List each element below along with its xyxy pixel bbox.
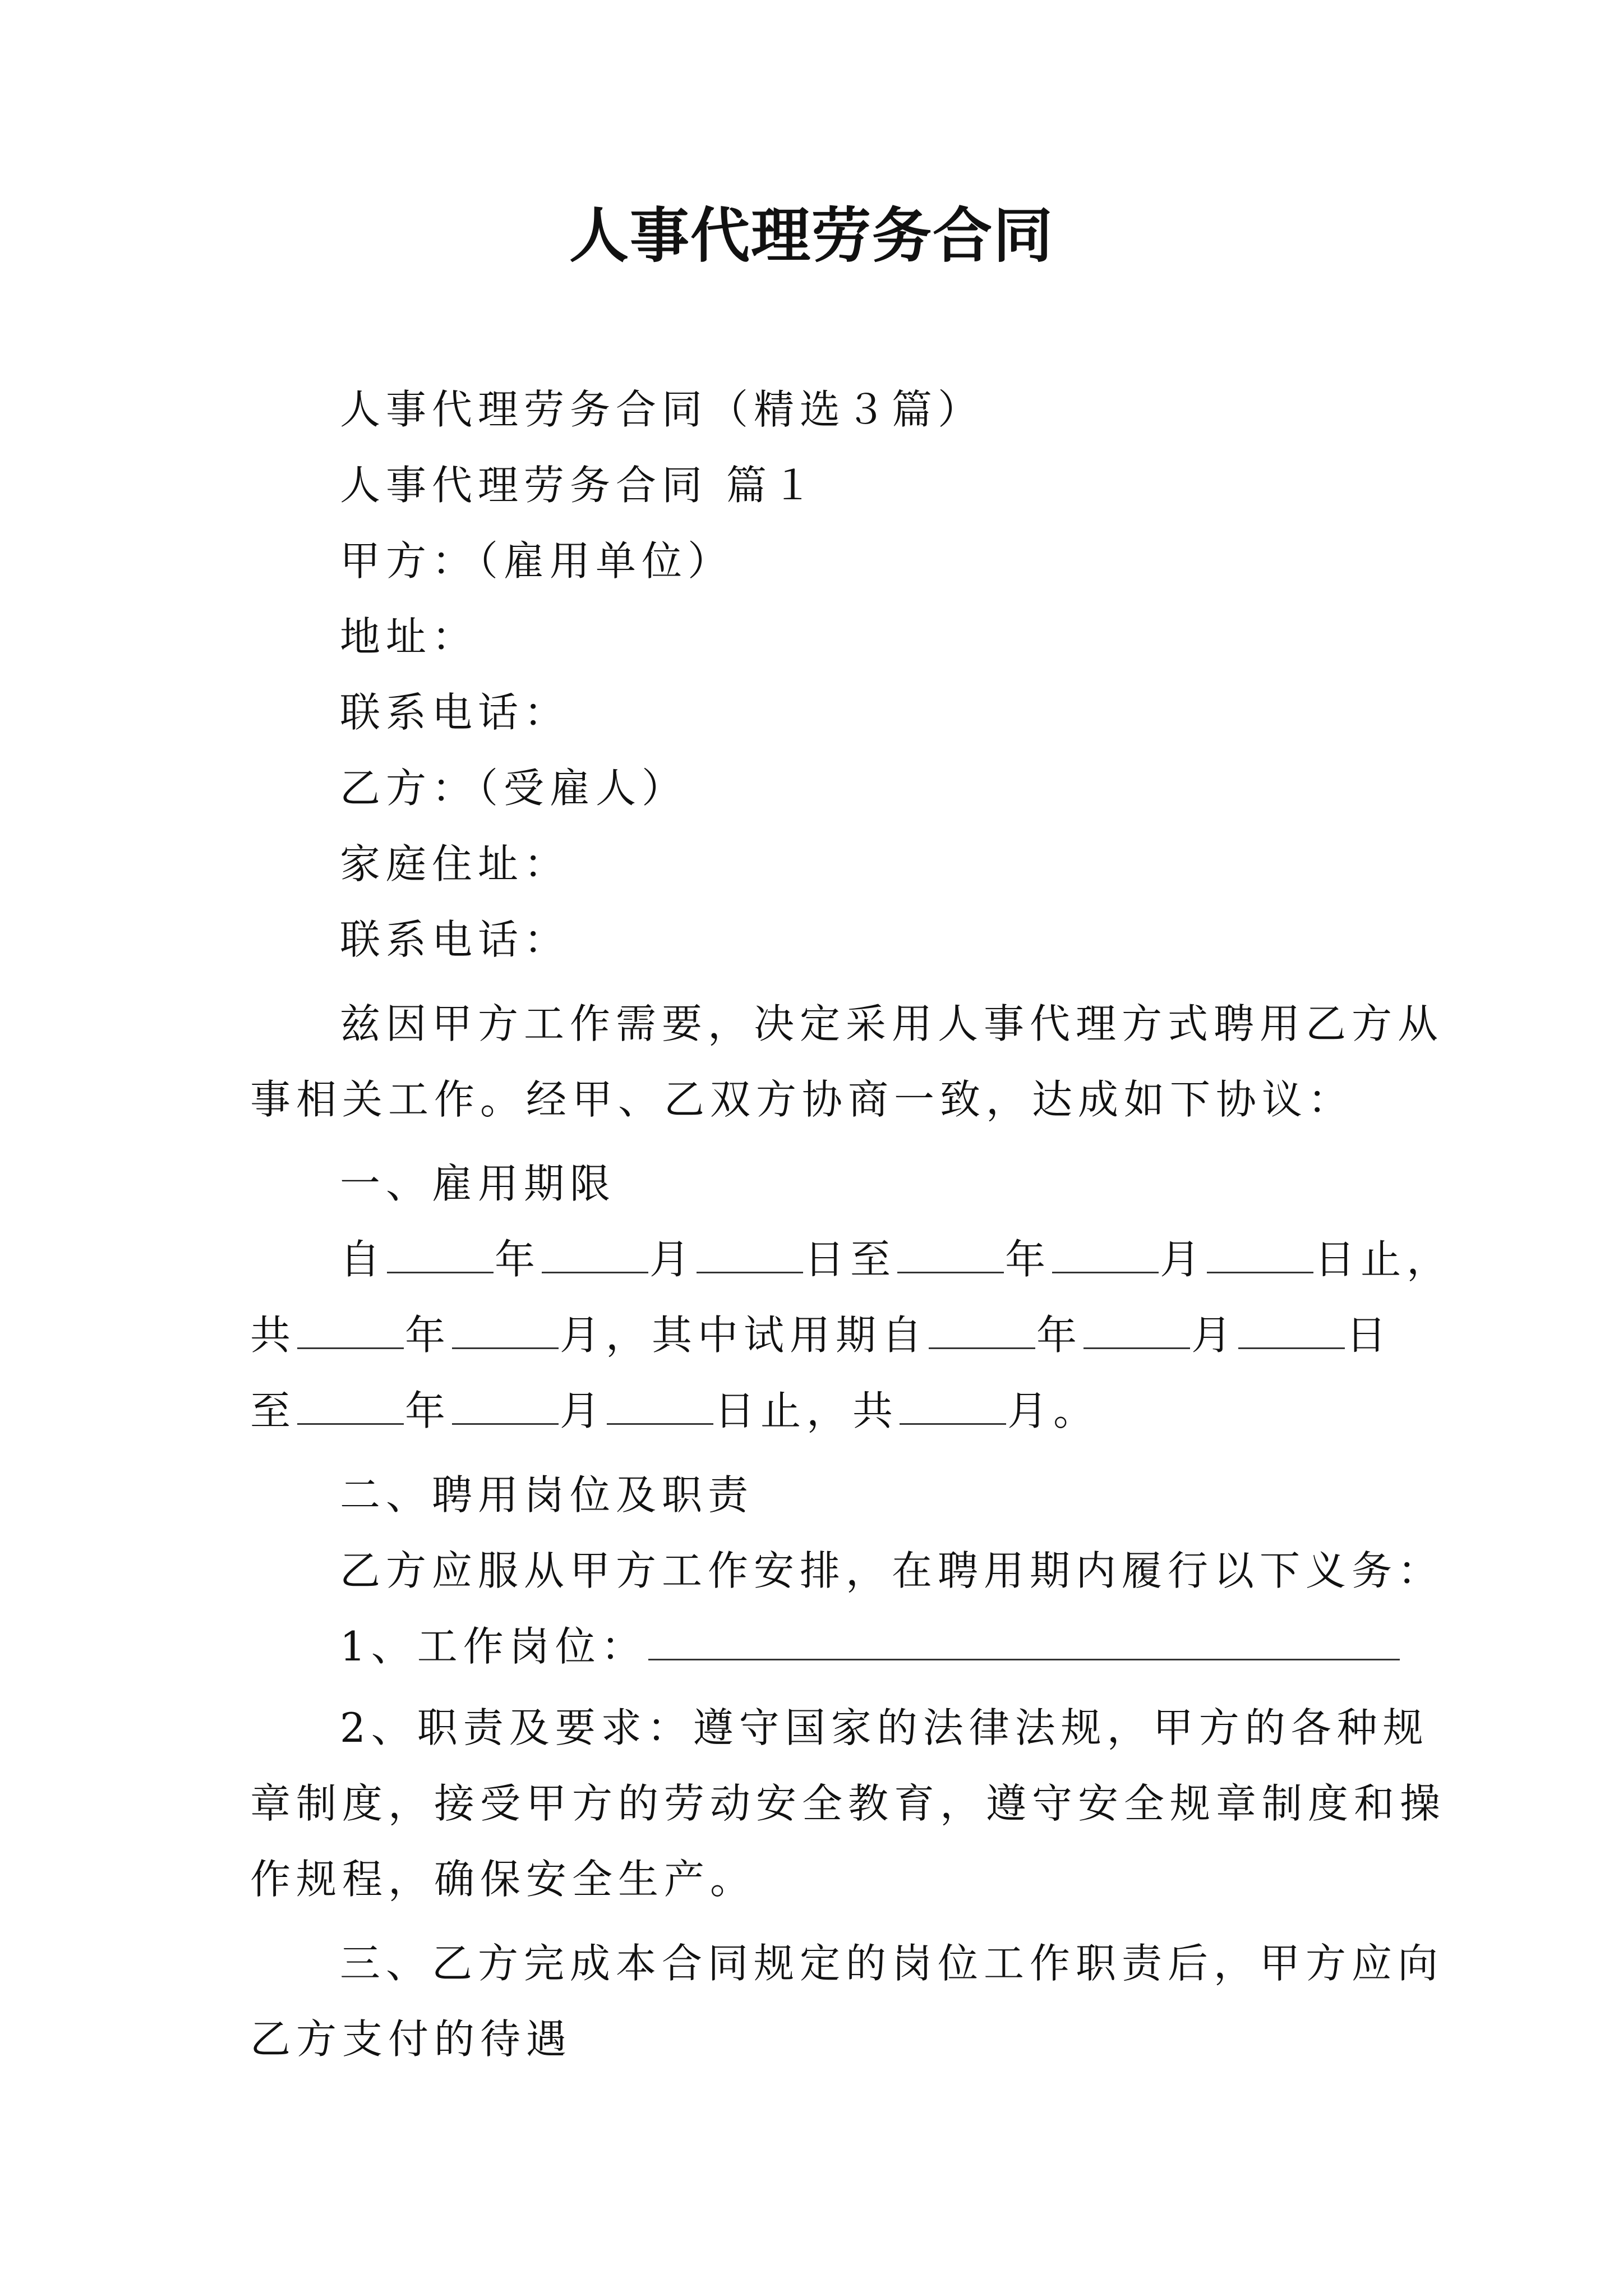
- term-text: 月: [649, 1236, 696, 1283]
- blank-field: [1207, 1232, 1313, 1273]
- blank-field: [607, 1384, 713, 1425]
- blank-field: [900, 1384, 1006, 1425]
- term-text: 至: [250, 1387, 297, 1434]
- blank-field: [929, 1308, 1035, 1349]
- section-2-title: 二、聘用岗位及职责: [340, 1471, 754, 1519]
- blank-field: [1052, 1232, 1159, 1273]
- term-text: 月: [1191, 1312, 1238, 1359]
- job-position-blank: [648, 1619, 1400, 1660]
- duty-1-label: 1、工作岗位：: [340, 1623, 647, 1670]
- section-3-line-2: 乙方支付的待遇: [250, 2016, 573, 2063]
- section-3-line-1: 三、乙方完成本合同规定的岗位工作职责后，甲方应向: [340, 1940, 1444, 1987]
- duty-1-line: [340, 1618, 1401, 1674]
- term-line-2: [250, 1307, 1392, 1363]
- term-text: 日: [1346, 1312, 1393, 1359]
- phone-b-line: 联系电话：: [340, 916, 570, 963]
- duty-2-line-1: 2、职责及要求：遵守国家的法律法规，甲方的各种规: [340, 1704, 1429, 1751]
- duty-2-line-3: 作规程，确保安全生产。: [250, 1856, 757, 1903]
- term-line-1: [340, 1231, 1453, 1287]
- term-text: 自: [340, 1236, 386, 1283]
- page-title: 人事代理劳务合同: [569, 200, 1054, 270]
- term-text: 年: [1036, 1312, 1083, 1359]
- blank-field: [542, 1232, 648, 1273]
- term-text: 日止，共: [714, 1387, 899, 1434]
- term-text: 年: [1005, 1236, 1052, 1283]
- term-text: 日至: [804, 1236, 897, 1283]
- term-text: 月: [560, 1387, 606, 1434]
- term-text: 日止，: [1315, 1236, 1453, 1283]
- section-1-title: 一、雇用期限: [340, 1160, 616, 1207]
- blank-field: [452, 1384, 559, 1425]
- blank-field: [897, 1232, 1004, 1273]
- subtitle: 人事代理劳务合同（精选３篇）: [340, 386, 984, 433]
- address-line: 地址：: [340, 613, 478, 660]
- intro-paragraph-line-2: 事相关工作。经甲、乙双方协商一致，达成如下协议：: [250, 1076, 1354, 1123]
- blank-field: [1238, 1308, 1345, 1349]
- party-b-line: 乙方：（受雇人）: [340, 765, 688, 812]
- term-text: 年: [405, 1312, 451, 1359]
- blank-field: [452, 1308, 559, 1349]
- term-text: 月: [1160, 1236, 1206, 1283]
- term-text: 年: [495, 1236, 541, 1283]
- blank-field: [297, 1384, 404, 1425]
- blank-field: [1083, 1308, 1190, 1349]
- intro-paragraph-line-1: 兹因甲方工作需要，决定采用人事代理方式聘用乙方从: [340, 1000, 1444, 1047]
- home-address-line: 家庭住址：: [340, 840, 570, 887]
- term-line-3: [250, 1383, 1099, 1439]
- term-text: 月。: [1007, 1387, 1100, 1434]
- blank-field: [387, 1232, 494, 1273]
- duty-intro: 乙方应服从甲方工作安排，在聘用期内履行以下义务：: [340, 1547, 1444, 1594]
- blank-field: [297, 1308, 404, 1349]
- party-a-line: 甲方：（雇用单位）: [340, 537, 734, 585]
- blank-field: [697, 1232, 803, 1273]
- duty-2-line-2: 章制度，接受甲方的劳动安全教育，遵守安全规章制度和操: [250, 1780, 1446, 1827]
- term-text: 月，其中试用期自: [560, 1312, 928, 1359]
- part-heading: 人事代理劳务合同 篇１: [340, 462, 818, 509]
- term-text: 共: [250, 1312, 297, 1359]
- phone-a-line: 联系电话：: [340, 689, 570, 736]
- term-text: 年: [405, 1387, 451, 1434]
